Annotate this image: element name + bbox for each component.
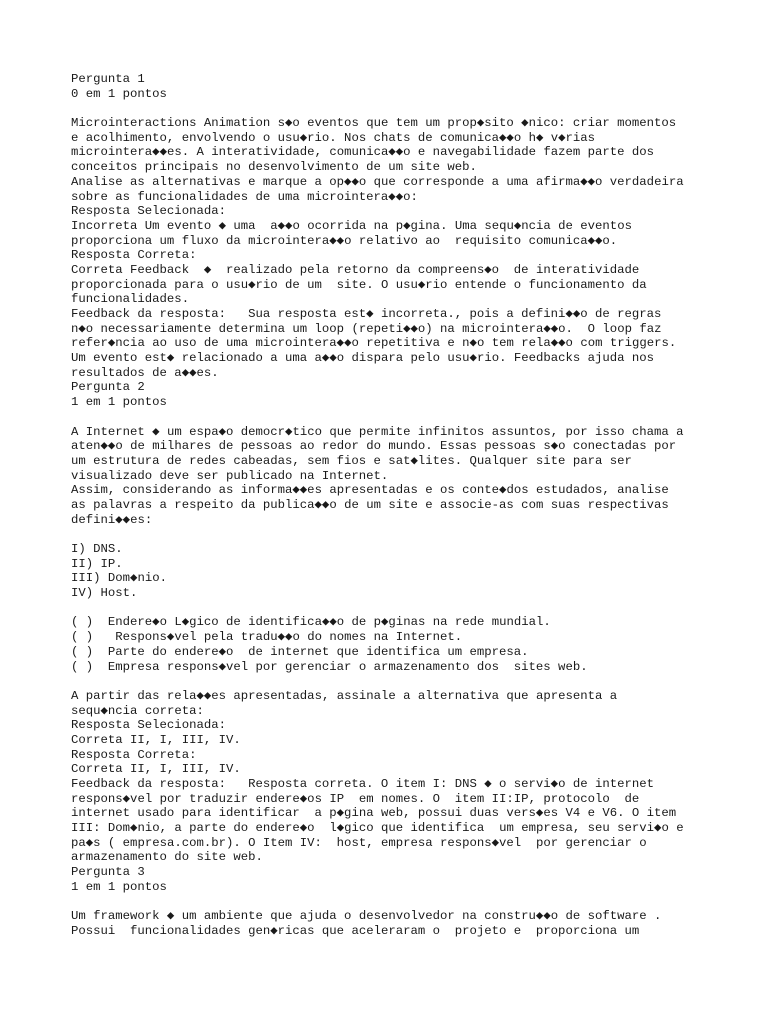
question-1-score: 0 em 1 pontos	[71, 86, 167, 101]
question-3-score: 1 em 1 pontos	[71, 879, 167, 894]
feedback-text: refer◆ncia ao uso de uma microintera◆◆o repetitiva e n◆o tem rela◆◆o com triggers.	[71, 336, 677, 351]
document-page	[71, 72, 761, 939]
blank-line	[71, 601, 761, 616]
correct-answer-text: funcionalidades.	[71, 292, 190, 307]
definition-item: ( ) Endere◆o L◆gico de identifica◆◆o de p◆ginas na rede mundial.	[71, 615, 551, 630]
question-1-text-line: microintera◆◆es. A interatividade, comunica◆◆o e navegabilidade fazem parte dos	[71, 145, 655, 160]
selected-answer-text: proporciona um fluxo da microintera◆◆o relativo ao requisito comunica◆◆o.	[71, 233, 618, 248]
question-1-prompt-line: Analise as alternativas e marque a op◆◆o que corresponde a uma afirma◆◆o verdadeira	[71, 174, 684, 189]
question-1-text-line: e acolhimento, envolvendo o usu◆rio. Nos chats de comunica◆◆o h◆ v◆rias	[71, 130, 596, 145]
feedback-text: pa◆s ( empresa.com.br). O Item IV: host, empresa respons◆vel por gerenciar o	[71, 835, 647, 850]
correct-answer-label: Resposta Correta:	[71, 747, 197, 762]
selected-answer-text: Incorreta Um evento ◆ uma a◆◆o ocorrida na p◆gina. Uma sequ◆ncia de eventos	[71, 218, 632, 233]
feedback-text: III: Dom◆nio, a parte do endere◆o l◆gico que identifica um empresa, seu servi◆o e	[71, 821, 684, 836]
blank-line	[71, 527, 761, 542]
feedback-text: internet usado para identificar a p◆gina web, possui duas vers◆es V4 e V6. O item	[71, 806, 677, 821]
question-2-prompt-line: as palavras a respeito da publica◆◆o de um site e associe-as com suas respectivas	[71, 497, 669, 512]
question-2-text-line: um estrutura de redes cabeadas, sem fios e sat◆lites. Qualquer site para ser	[71, 453, 632, 468]
correct-answer-label: Resposta Correta:	[71, 248, 197, 263]
feedback-text: Feedback da resposta: Sua resposta est◆ incorreta., pois a defini◆◆o de regras	[71, 307, 662, 321]
question-2-prompt-line: Assim, considerando as informa◆◆es apresentadas e os conte◆dos estudados, analise	[71, 483, 669, 498]
question-2-instruction: A partir das rela◆◆es apresentadas, assinale a alternativa que apresenta a	[71, 688, 618, 703]
question-1-prompt-line: sobre as funcionalidades de uma microintera◆◆o:	[71, 189, 418, 204]
term-item: II) IP.	[71, 556, 123, 571]
selected-answer-label: Resposta Selecionada:	[71, 204, 226, 219]
definition-item: ( ) Respons◆vel pela tradu◆◆o do nomes na Internet.	[71, 630, 463, 645]
feedback-text: n◆o necessariamente determina um loop (repeti◆◆o) na microintera◆◆o. O loop faz	[71, 321, 662, 336]
feedback-text: armazenamento do site web.	[71, 850, 263, 865]
question-2-text-line: A Internet ◆ um espa◆o democr◆tico que permite infinitos assuntos, por isso chama a	[71, 424, 684, 439]
question-2-text-line: visualizado deve ser publicado na Internet.	[71, 468, 389, 483]
blank-line	[71, 674, 761, 689]
selected-answer-text: Correta II, I, III, IV.	[71, 732, 241, 747]
question-2-title: Pergunta 2	[71, 380, 145, 395]
question-3-text-line: Um framework ◆ um ambiente que ajuda o desenvolvedor na constru◆◆o de software .	[71, 909, 662, 924]
blank-line	[71, 410, 761, 425]
correct-answer-text: Correta II, I, III, IV.	[71, 762, 241, 777]
term-item: III) Dom◆nio.	[71, 571, 167, 586]
feedback-text: Um evento est◆ relacionado a uma a◆◆o dispara pelo usu◆rio. Feedbacks ajuda nos	[71, 351, 655, 366]
question-3-text-line: Possui funcionalidades gen◆ricas que aceleraram o projeto e proporciona um	[71, 923, 640, 938]
blank-line	[71, 895, 761, 910]
correct-answer-text: proporcionada para o usu◆rio de um site. O usu◆rio entende o funcionamento da	[71, 277, 647, 292]
feedback-text: respons◆vel por traduzir endere◆os IP em nomes. O item II:IP, protocolo de	[71, 791, 640, 806]
term-item: IV) Host.	[71, 586, 138, 601]
question-1-text-line: conceitos principais no desenvolvimento de um site web.	[71, 160, 477, 175]
definition-item: ( ) Empresa respons◆vel por gerenciar o armazenamento dos sites web.	[71, 659, 588, 674]
question-1-text-line: Microinteractions Animation s◆o eventos que tem um prop◆sito ◆nico: criar momentos	[71, 116, 677, 131]
selected-answer-label: Resposta Selecionada:	[71, 718, 226, 733]
blank-line	[71, 101, 761, 116]
feedback-text: resultados de a◆◆es.	[71, 365, 219, 380]
question-2-text-line: aten◆◆o de milhares de pessoas ao redor do mundo. Essas pessoas s◆o conectadas por	[71, 439, 677, 454]
question-3-title: Pergunta 3	[71, 865, 145, 880]
definition-item: ( ) Parte do endere◆o de internet que identifica um empresa.	[71, 644, 529, 659]
term-item: I) DNS.	[71, 542, 123, 556]
correct-answer-text: Correta Feedback ◆ realizado pela retorno da compreens◆o de interatividade	[71, 262, 640, 277]
question-2-prompt-line: defini◆◆es:	[71, 512, 153, 527]
question-2-instruction: sequ◆ncia correta:	[71, 703, 204, 718]
question-2-score: 1 em 1 pontos	[71, 395, 167, 410]
question-1-title: Pergunta 1	[71, 72, 145, 86]
feedback-text: Feedback da resposta: Resposta correta. O item I: DNS ◆ o servi◆o de internet	[71, 777, 655, 791]
